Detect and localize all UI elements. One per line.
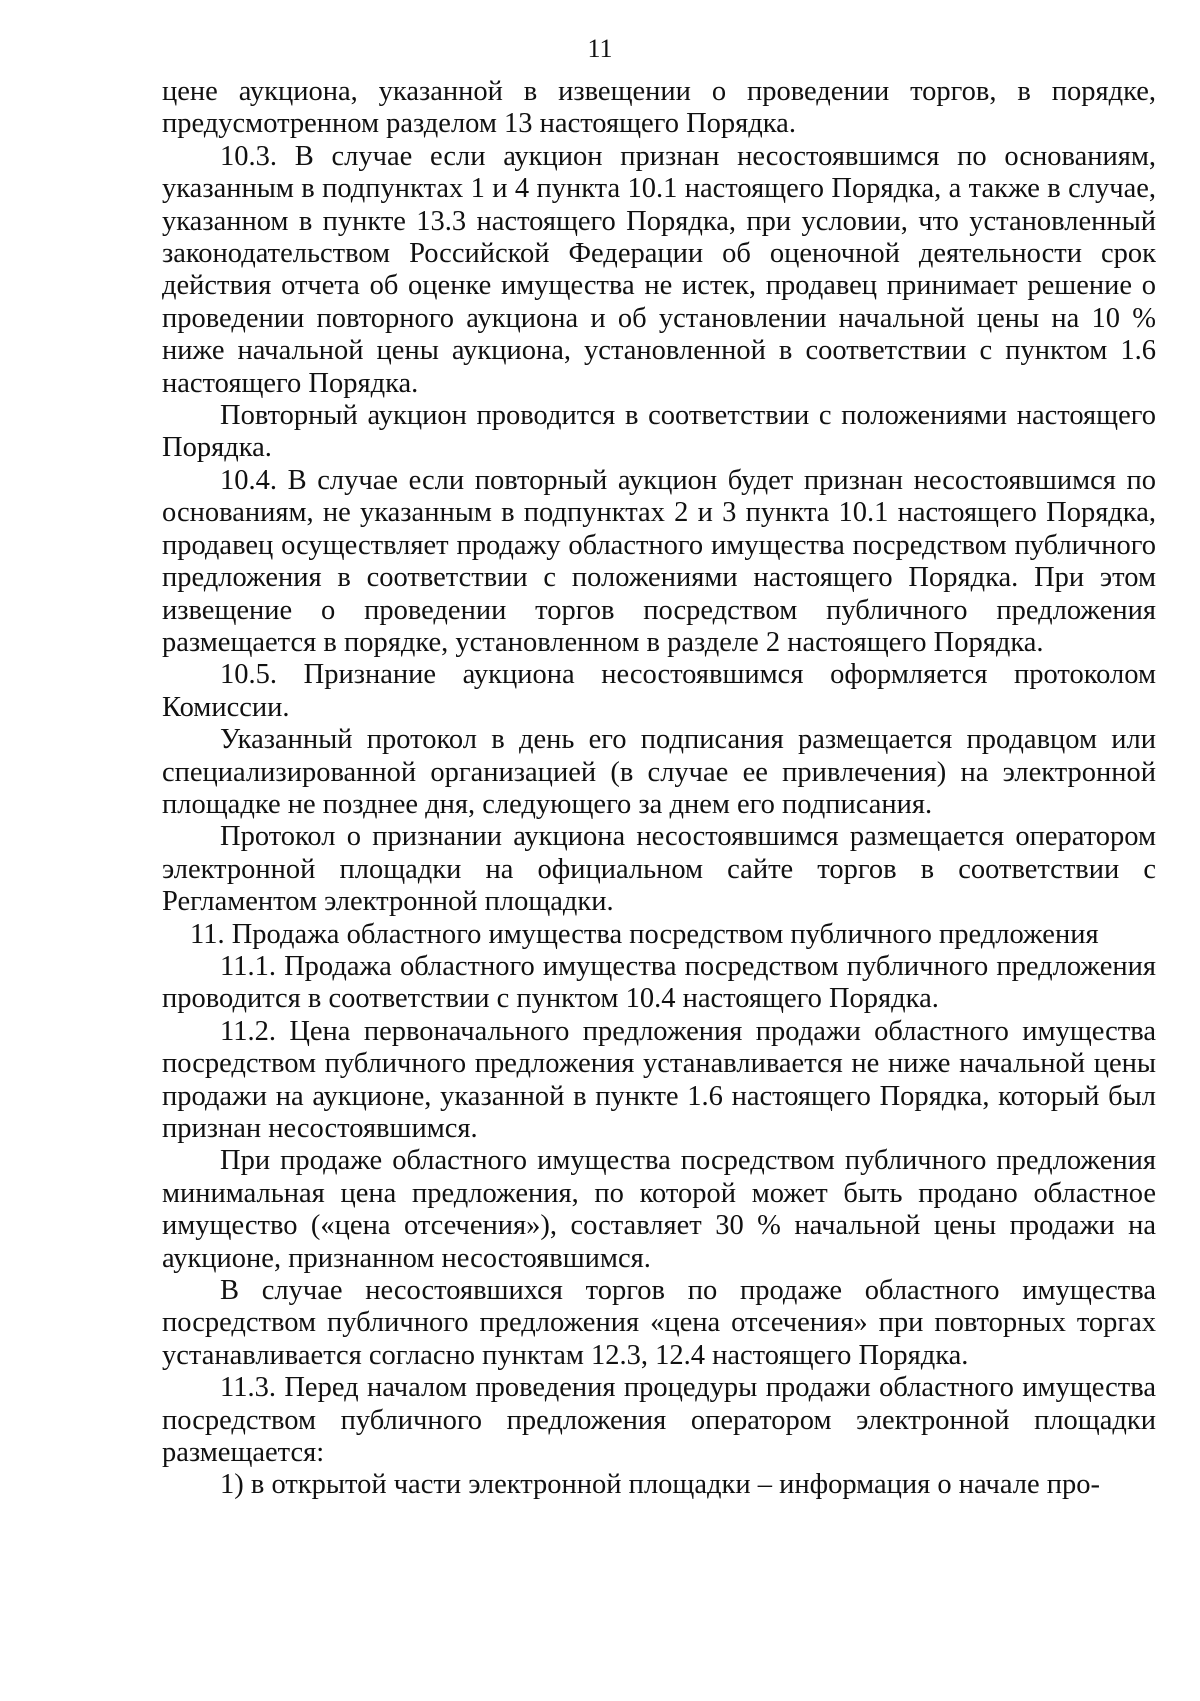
paragraph-protocol-publication: Протокол о признании аукциона несостоявшимся размещается оператором электронной площадки на официальном сайте торгов в соответствии с Регламентом электронной площадки. (162, 821, 1156, 918)
paragraph-failed-auction: В случае несостоявшихся торгов по продаже областного имущества посредством публичного предложения «цена отсечения» при повторных торгах устанавливается согласно пунктам 12.3, 12.4 настоящего Порядка. (162, 1275, 1156, 1371)
paragraph-10-3: 10.3. В случае если аукцион признан несостоявшимся по основаниям, указанным в подпунктах 1 и 4 пункта 10.1 настоящего Порядка, а также в случае, указанном в пункте 13.3 настоящего Порядка, при условии, что установленный законодательством Российской Федерации об оценочной деятельности срок действия отчета об оценке имущества не истек, продавец принимает решение о проведении повторного аукциона и об установлении начальной цены на 10 % ниже начальной цены аукциона, установленной в соответствии с пунктом 1.6 настоящего Порядка. (162, 140, 1156, 399)
paragraph-cutoff-price: При продаже областного имущества посредством публичного предложения минимальная цена предложения, по которой может быть продано областное имущество («цена отсечения»), составляет 30 % начальной цены продажи на аукционе, признанном несостоявшимся. (162, 1145, 1156, 1274)
paragraph-11-1: 11.1. Продажа областного имущества посредством публичного предложения проводится в соответствии с пунктом 10.4 настоящего Порядка. (162, 950, 1156, 1015)
paragraph-10-4: 10.4. В случае если повторный аукцион будет признан несостоявшимся по основаниям, не указанным в подпунктах 2 и 3 пункта 10.1 настоящего Порядка, продавец осуществляет продажу областного имущества посредством публичного предложения в соответствии с положениями настоящего Порядка. При этом извещение о проведении торгов посредством публичного предложения размещается в порядке, установленном в разделе 2 настоящего Порядка. (162, 464, 1156, 658)
paragraph-10-5: 10.5. Признание аукциона несостоявшимся оформляется протоколом Комиссии. (162, 659, 1156, 723)
page-number: 11 (587, 34, 613, 63)
paragraph-repeat-auction: Повторный аукцион проводится в соответствии с положениями настоящего Порядка. (162, 400, 1156, 464)
section-heading-11: 11. Продажа областного имущества посредством публичного предложения (190, 918, 1099, 950)
paragraph-11-2: 11.2. Цена первоначального предложения продажи областного имущества посредством публичного предложения устанавливается не ниже начальной цены продажи на аукционе, указанной в пункте 1.6 настоящего Порядка, который был признан несостоявшимся. (162, 1015, 1156, 1144)
paragraph-11-3: 11.3. Перед началом проведения процедуры продажи областного имущества посредством публичного предложения оператором электронной площадки размещается: (162, 1372, 1156, 1469)
paragraph-continuation: цене аукциона, указанной в извещении о проведении торгов, в порядке, предусмотренном разделом 13 настоящего Порядка. (162, 76, 1156, 140)
paragraph-protocol-signing: Указанный протокол в день его подписания размещается продавцом или специализированной организацией (в случае ее привлечения) на электронной площадке не позднее дня, следующего за днем его подписания. (162, 724, 1156, 820)
document-body (162, 76, 1156, 1502)
list-item-1: 1) в открытой части электронной площадки – информация о начале про- (220, 1469, 1100, 1501)
